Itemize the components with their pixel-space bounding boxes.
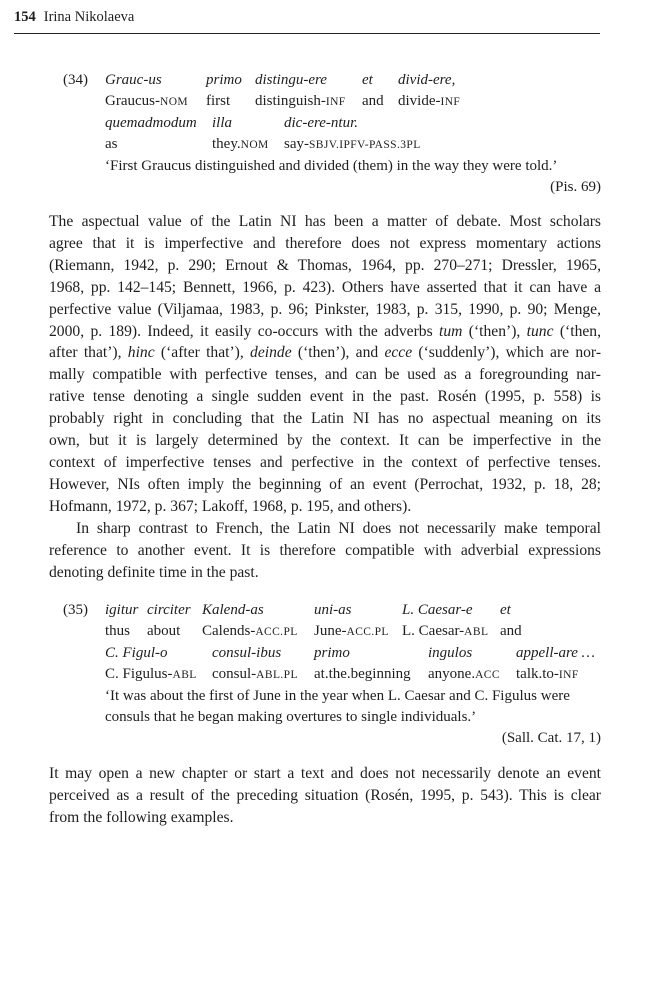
latin-word: et (500, 602, 511, 618)
gloss-word: and (500, 623, 522, 640)
text-line: own, but it is largely determined by the context. It can be imperfective in the (49, 432, 601, 450)
text-line: probably right in concluding that the Latin NI has no aspectual meaning on its (49, 410, 601, 428)
gloss-word: June-ACC.PL (314, 623, 389, 640)
example-source: (Sall. Cat. 17, 1) (501, 730, 601, 747)
gloss-word: consul-ABL.PL (212, 666, 298, 683)
gloss-word: first (206, 93, 231, 110)
latin-word: consul-ibus (212, 644, 282, 661)
gloss-word: Calends-ACC.PL (202, 623, 298, 640)
example-35 (63, 600, 601, 752)
gloss-word: divide-INF (398, 93, 461, 110)
gloss-word: thus (105, 623, 131, 640)
example-34 (63, 70, 601, 200)
body-paragraph (49, 211, 601, 583)
gloss-word: talk.to-INF (516, 666, 579, 683)
latin-term: hinc (127, 344, 155, 362)
latin-word: dic-ere-ntur. (284, 114, 359, 131)
latin-word: et (362, 72, 373, 88)
example-number: (34) (63, 72, 88, 88)
text-line: (Riemann, 1942, p. 290; Ernout & Thomas, 1964, pp. 270–271; Dressler, 1965, (49, 256, 601, 274)
text-line: after that’), hinc (‘after that’), deinde (‘then’), and ecce (‘suddenly’), which are nor- (49, 344, 602, 362)
gloss-word: and (362, 93, 384, 110)
text-line: agree that it is imperfective and therefore does not express momentary actions (49, 234, 601, 252)
example-translation: ‘First Graucus distinguished and divided (them) in the way they were told.’ (105, 157, 558, 174)
gloss-word: at.the.beginning (314, 666, 411, 683)
gloss-word: Graucus-NOM (105, 93, 189, 110)
latin-word: igitur (105, 602, 139, 618)
page-number: 154 (14, 9, 36, 25)
running-head-author: Irina Nikolaeva (43, 9, 135, 25)
latin-term: tunc (526, 322, 554, 340)
gloss-word: L. Caesar-ABL (402, 623, 489, 640)
text-line: mally compatible with perfective tenses, and can be used as a foregrounding nar- (49, 366, 601, 384)
text-line: from the following examples. (49, 808, 234, 826)
latin-word: Grauc-us (105, 72, 162, 88)
latin-word: circiter (147, 602, 191, 618)
latin-word: distingu-ere (255, 72, 327, 88)
latin-word: uni-as (314, 602, 352, 618)
text-line: reference to another event. It is therefore compatible with adverbial expressions (49, 541, 601, 559)
text-line: 2000, p. 189). Indeed, it easily co-occurs with the adverbs tum (‘then’), tunc (‘then, (49, 322, 601, 340)
latin-word: L. Caesar-e (402, 602, 473, 618)
example-translation: ‘It was about the first of June in the year when L. Caesar and C. Figulus were (105, 687, 570, 704)
example-source: (Pis. 69) (550, 179, 601, 195)
running-head (14, 9, 600, 34)
text-line: 1968, pp. 142–145; Bennett, 1966, p. 423). Others have asserted that it can have a (49, 278, 601, 296)
gloss-word: say-SBJV.IPFV-PASS.3PL (284, 136, 421, 153)
example-number: (35) (63, 602, 88, 618)
gloss-word: anyone.ACC (428, 666, 500, 683)
latin-word: illa (212, 114, 233, 131)
latin-word: Kalend-as (202, 602, 264, 618)
latin-word: primo (314, 644, 350, 661)
text-line: context of imperfective tenses and perfective in the context of perfective tenses. (49, 453, 601, 471)
gloss-word: about (147, 623, 181, 640)
text-line: In sharp contrast to French, the Latin NI does not necessarily make temporal (76, 519, 601, 537)
text-line: However, NIs often imply the beginning of an event (Perrochat, 1932, p. 18, 28; (49, 475, 601, 493)
latin-word: appell-are … (516, 644, 596, 661)
latin-word: quemadmodum (105, 114, 197, 131)
text-line: perceived as a result of the preceding situation (Rosén, 1995, p. 543). This is clear (49, 786, 601, 804)
latin-word: C. Figul-o (105, 644, 168, 661)
text-line: rative tense denoting a single sudden event in the past. Rosén (1995, p. 558) is (49, 388, 601, 406)
text-line: perfective value (Viljamaa, 1983, p. 96; Pinkster, 1983, p. 315, 1990, p. 90; Menge, (49, 300, 601, 318)
latin-word: ingulos (428, 644, 473, 661)
text-line: denoting definite time in the past. (49, 563, 259, 581)
gloss-word: distinguish-INF (255, 93, 346, 110)
text-line: The aspectual value of the Latin NI has been a matter of debate. Most scholars (49, 213, 601, 230)
latin-term: ecce (384, 344, 413, 362)
body-paragraph (49, 763, 601, 829)
latin-term: deinde (250, 344, 292, 362)
gloss-word: C. Figulus-ABL (105, 666, 197, 683)
text-line: Hofmann, 1972, p. 367; Lakoff, 1968, p. 195, and others). (49, 497, 412, 515)
text-line: It may open a new chapter or start a text and does not necessarily denote an event (49, 765, 601, 782)
gloss-word: as (105, 136, 118, 153)
latin-word: divid-ere, (398, 72, 456, 88)
gloss-word: they.NOM (212, 136, 269, 153)
example-translation: consuls that he began making overtures to single individuals.’ (105, 709, 477, 725)
latin-term: tum (439, 322, 463, 340)
latin-word: primo (206, 72, 242, 88)
